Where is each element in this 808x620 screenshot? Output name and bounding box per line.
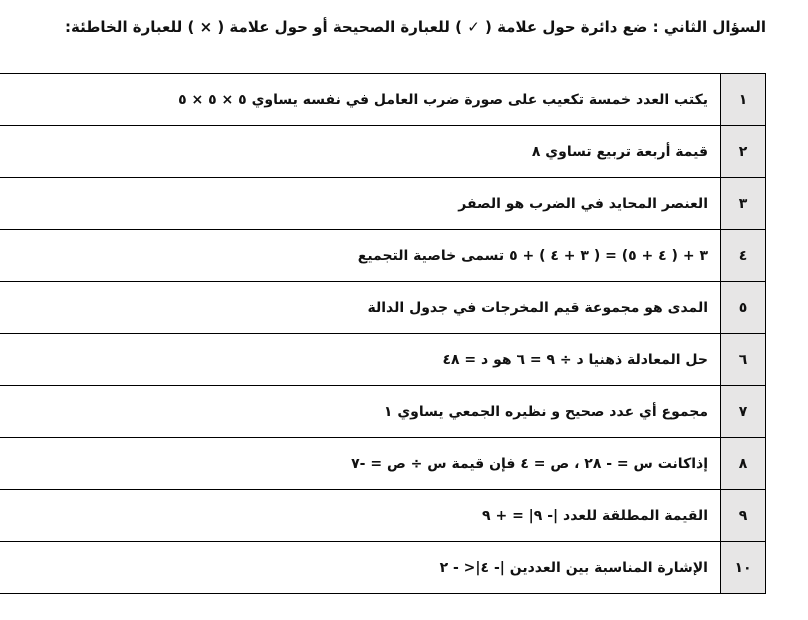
row-number: ٦ [721,334,766,386]
table-row [0,438,766,490]
row-number: ٤ [721,230,766,282]
statement-text: يكتب العدد خمسة تكعيب على صورة ضرب العامل في نفسه يساوي ٥ × ٥ × ٥ [0,74,721,126]
table-row [0,282,766,334]
table-row [0,334,766,386]
table-row [0,386,766,438]
statement-text: المدى هو مجموعة قيم المخرجات في جدول الدالة [0,282,721,334]
table-row [0,230,766,282]
statement-text: الإشارة المناسبة بين العددين |- ٤|< - ٢ [0,542,721,594]
statement-text: مجموع أي عدد صحيح و نظيره الجمعي يساوي ١ [0,386,721,438]
question-heading: السؤال الثاني : ضع دائرة حول علامة ( ✓ ) للعبارة الصحيحة أو حول علامة ( × ) للعبارة الخاطئة: [65,18,766,36]
row-number: ١ [721,74,766,126]
row-number: ٥ [721,282,766,334]
statement-text: قيمة أربعة تربيع تساوي ٨ [0,126,721,178]
table-row [0,490,766,542]
table-row [0,126,766,178]
statement-text: العنصر المحايد في الضرب هو الصفر [0,178,721,230]
row-number: ٢ [721,126,766,178]
row-number: ٣ [721,178,766,230]
row-number: ١٠ [721,542,766,594]
table-row [0,542,766,594]
statement-text: إذاكانت س = - ٢٨ ، ص = ٤ فإن قيمة س ÷ ص = -٧ [0,438,721,490]
row-number: ٧ [721,386,766,438]
statement-text: حل المعادلة ذهنيا د ÷ ٩ = ٦ هو د = ٤٨ [0,334,721,386]
statements-table [0,73,766,594]
statement-text: ٣ + ( ٤ + ٥) = ( ٣ + ٤ ) + ٥ تسمى خاصية التجميع [0,230,721,282]
table-row [0,178,766,230]
row-number: ٨ [721,438,766,490]
row-number: ٩ [721,490,766,542]
table-row [0,74,766,126]
statement-text: القيمة المطلقة للعدد |- ٩| = + ٩ [0,490,721,542]
